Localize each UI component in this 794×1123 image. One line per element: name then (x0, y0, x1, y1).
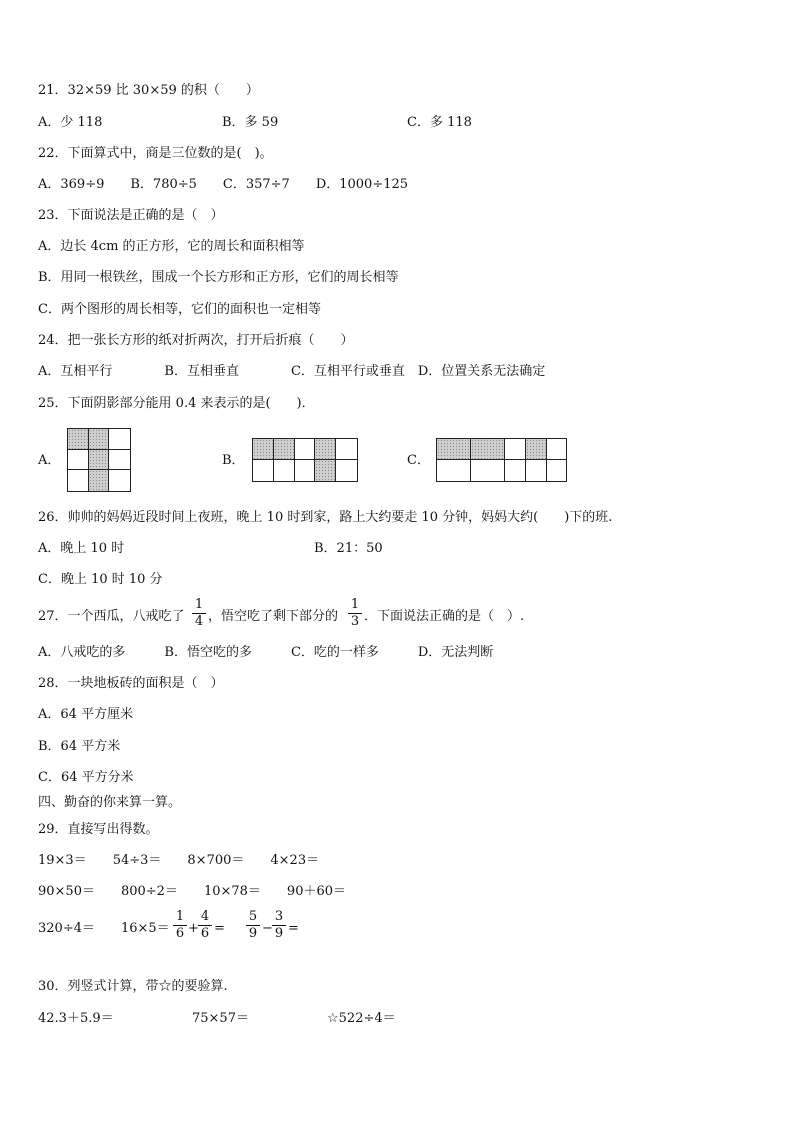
fraction-numerator: 3 (272, 910, 286, 926)
grid-cell (547, 460, 566, 481)
q26-option-c: C．晚上 10 时 10 分 (38, 572, 163, 587)
grid-cell-shaded (315, 460, 336, 481)
q27-stem-part2: ，悟空吃了剩下部分的 (208, 609, 339, 624)
grid-cell-shaded (89, 450, 110, 471)
grid-cell (253, 460, 274, 481)
grid-cell (274, 460, 295, 481)
section-heading: 四、勤奋的你来算一算。 (38, 795, 182, 810)
q30-expression-3: ☆522÷4＝ (327, 1011, 396, 1026)
grid-cell (336, 439, 357, 460)
q27-stem-part1: 27．一个西瓜，八戒吃了 (38, 609, 185, 624)
grid-cell-shaded (89, 470, 110, 491)
equals-sign: = (288, 921, 299, 936)
q21-option-b: B．多 59 (222, 115, 279, 130)
grid-cell (471, 460, 505, 481)
fraction-denominator: 6 (200, 926, 210, 941)
fraction-numerator: 4 (198, 910, 212, 926)
grid-cell (505, 460, 526, 481)
q28-stem: 28．一块地板砖的面积是（ ） (38, 676, 224, 691)
grid-cell-shaded (253, 439, 274, 460)
q25-stem: 25．下面阴影部分能用 0.4 来表示的是( )． (38, 396, 315, 411)
q25-figure-c (436, 438, 567, 482)
q21-option-c: C．多 118 (407, 115, 472, 130)
q22-stem: 22．下面算式中，商是三位数的是( )。 (38, 146, 273, 161)
q21-stem: 21．32×59 比 30×59 的积（ ） (38, 83, 259, 98)
grid-cell-shaded (471, 439, 505, 460)
fraction-denominator: 3 (350, 614, 360, 629)
q25-figure-b (252, 438, 358, 482)
q23-option-a: A．边长 4cm 的正方形，它的周长和面积相等 (38, 239, 305, 254)
fraction-denominator: 9 (274, 926, 284, 941)
q21-option-a: A．少 118 (38, 115, 103, 130)
grid-cell (109, 470, 130, 491)
grid-cell (295, 460, 316, 481)
q27-fraction-one-quarter (192, 598, 206, 629)
grid-cell (109, 450, 130, 471)
q30-expression-1: 42.3＋5.9＝ (38, 1011, 114, 1026)
q26-option-b: B．21：50 (314, 541, 383, 556)
fraction-one-sixth (173, 910, 187, 941)
fraction-four-sixths (198, 910, 212, 941)
fraction-denominator: 6 (175, 926, 185, 941)
grid-cell (526, 460, 547, 481)
grid-cell (295, 439, 316, 460)
grid-cell-shaded (274, 439, 295, 460)
fraction-denominator: 9 (248, 926, 258, 941)
q25-option-b-label: B． (222, 453, 245, 468)
grid-cell-shaded (437, 439, 471, 460)
grid-cell (505, 439, 526, 460)
minus-sign: − (262, 921, 273, 936)
q22-options: A．369÷9 B．780÷5 C．357÷7 D．1000÷125 (38, 177, 409, 192)
fraction-numerator: 1 (192, 598, 206, 614)
q27-fraction-one-third (348, 598, 362, 629)
q27-stem-part3: ．下面说法正确的是（ ）. (364, 609, 525, 624)
q23-option-c: C．两个图形的周长相等，它们的面积也一定相等 (38, 302, 321, 317)
equals-sign: = (214, 921, 225, 936)
grid-cell-shaded (526, 439, 547, 460)
fraction-numerator: 5 (246, 910, 260, 926)
grid-cell (336, 460, 357, 481)
grid-cell (68, 450, 89, 471)
q23-stem: 23．下面说法是正确的是（ ） (38, 208, 224, 223)
q27-options: A．八戒吃的多 B．悟空吃的多 C．吃的一样多 D．无法判断 (38, 645, 494, 660)
q29-row-3: 320÷4＝ 16×5＝ (38, 921, 170, 936)
fraction-three-ninths (272, 910, 286, 941)
q26-option-a: A．晚上 10 时 (38, 541, 125, 556)
q30-expression-2: 75×57＝ (192, 1011, 249, 1026)
fraction-numerator: 1 (348, 598, 362, 614)
fraction-denominator: 4 (194, 614, 204, 629)
plus-sign: + (188, 921, 199, 936)
q30-stem: 30．列竖式计算，带☆的要验算. (38, 979, 228, 994)
fraction-five-ninths (246, 910, 260, 941)
grid-cell-shaded (68, 429, 89, 450)
q24-options: A．互相平行 B．互相垂直 C．互相平行或垂直 D．位置关系无法确定 (38, 364, 546, 379)
grid-cell-shaded (89, 429, 110, 450)
grid-cell (547, 439, 566, 460)
q25-option-c-label: C． (407, 453, 430, 468)
q25-option-a-label: A． (38, 453, 61, 468)
q24-stem: 24．把一张长方形的纸对折两次，打开后折痕（ ） (38, 333, 354, 348)
fraction-numerator: 1 (173, 910, 187, 926)
grid-cell-shaded (315, 439, 336, 460)
q28-option-a: A．64 平方厘米 (38, 707, 134, 722)
q28-option-b: B．64 平方米 (38, 739, 121, 754)
q28-option-c: C．64 平方分米 (38, 770, 134, 785)
q29-row-1: 19×3＝ 54÷3＝ 8×700＝ 4×23＝ (38, 853, 320, 868)
grid-cell (437, 460, 471, 481)
q23-option-b: B．用同一根铁丝，围成一个长方形和正方形，它们的周长相等 (38, 270, 399, 285)
grid-cell (68, 470, 89, 491)
grid-cell (109, 429, 130, 450)
q29-row-2: 90×50＝ 800÷2＝ 10×78＝ 90＋60＝ (38, 884, 347, 899)
q25-figure-a (67, 428, 131, 492)
q26-stem: 26．帅帅的妈妈近段时间上夜班，晚上 10 时到家，路上大约要走 10 分钟，妈妈大约( )下的班. (38, 510, 613, 525)
q29-stem: 29．直接写出得数。 (38, 822, 159, 837)
